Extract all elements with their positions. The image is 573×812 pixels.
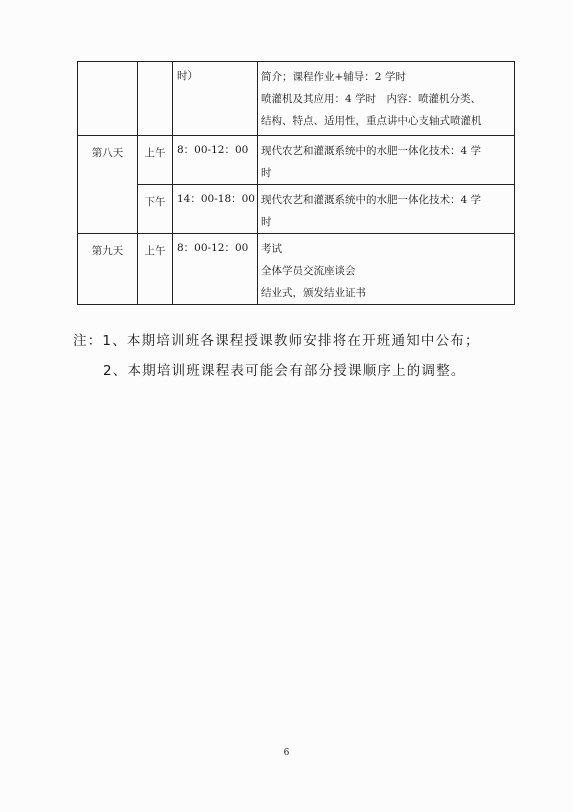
half-day-label: 上午 (144, 147, 166, 159)
day-label: 第八天 (91, 147, 124, 159)
half-day-label: 下午 (144, 196, 166, 208)
content-line: 喷灌机及其应用：4 学时 内容：喷灌机分类、 (261, 93, 482, 105)
time-label: 8：00-12：00 (177, 242, 249, 254)
content-line: 现代农艺和灌溉系统中的水肥一体化技术：4 学 (261, 145, 482, 157)
half-day-label: 上午 (144, 245, 166, 257)
time-cell (173, 62, 258, 136)
table-row (78, 62, 515, 136)
content-line: 结业式，颁发结业证书 (261, 287, 366, 299)
day-cell (78, 62, 138, 136)
day-cell (78, 136, 138, 234)
content-line: 考试 (261, 243, 282, 255)
day-label (78, 68, 137, 90)
half-day-cell (138, 136, 173, 185)
time-cell (173, 234, 258, 305)
content-cell (258, 136, 515, 185)
half-day-cell (138, 62, 173, 136)
content-line: 现代农艺和灌溉系统中的水肥一体化技术：4 学 (261, 194, 482, 206)
time-cell (173, 136, 258, 185)
time-label: 时） (177, 70, 198, 82)
table-row (78, 234, 515, 305)
time-cell (173, 185, 258, 234)
note-line-2: 2、本期培训班课程表可能会有部分授课顺序上的调整。 (103, 363, 466, 379)
schedule-table (77, 61, 515, 305)
content-line: 结构、特点、适用性，重点讲中心支轴式喷灌机 (261, 115, 482, 127)
half-day-cell (138, 185, 173, 234)
content-cell (258, 185, 515, 234)
content-cell (258, 234, 515, 305)
content-cell (258, 62, 515, 136)
note-line-1: 注：1、本期培训班各课程授课教师安排将在开班通知中公布； (73, 333, 480, 349)
content-line: 全体学员交流座谈会 (261, 265, 356, 277)
content-line: 时 (261, 216, 272, 228)
page-number: 6 (283, 748, 290, 758)
half-day-cell (138, 234, 173, 305)
table-row (78, 185, 515, 234)
content-line: 简介；课程作业+辅导：2 学时 (261, 71, 406, 83)
time-label: 14：00-18：00 (177, 193, 255, 205)
half-day-label (138, 68, 172, 90)
content-line: 时 (261, 167, 272, 179)
day-cell (78, 234, 138, 305)
time-label: 8：00-12：00 (177, 144, 249, 156)
day-label: 第九天 (91, 245, 124, 257)
table-row (78, 136, 515, 185)
notes-section (73, 326, 480, 386)
